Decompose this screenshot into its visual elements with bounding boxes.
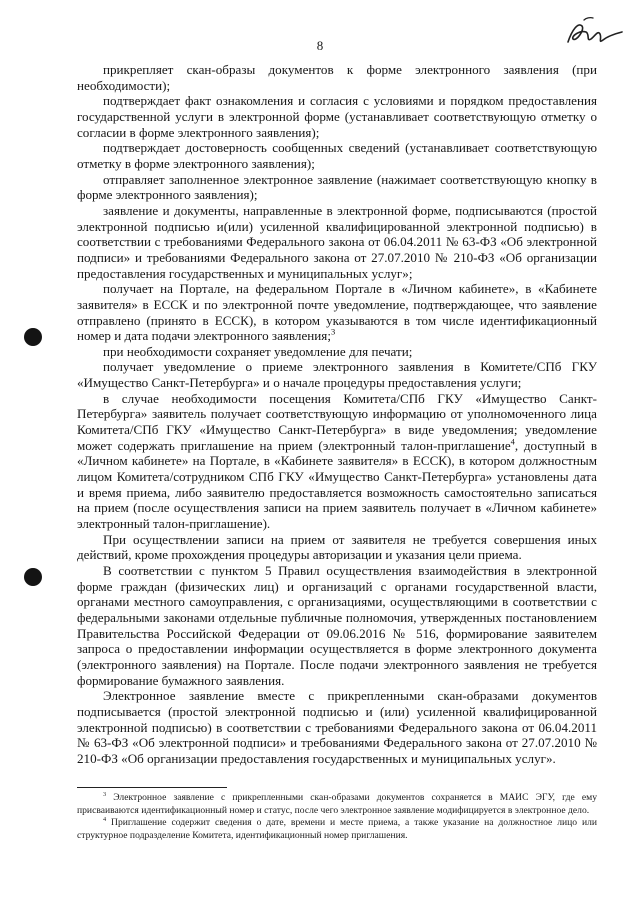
paragraph: получает уведомление о приеме электронного заявления в Комитете/СПб ГКУ «Имущество Санкт-Петербурга» и о начале процедуры предоставления услуги; [77,359,597,391]
footnote-ref: 3 [330,326,336,337]
paragraph [77,391,597,532]
paragraph: В соответствии с пунктом 5 Правил осуществления взаимодействия в электронной форме граждан (физических лиц) и организаций с органами государственной власти, органами местного самоуправления, с организациями, осуществляющими в соответствии с федеральными законами отдельные публичные полномочия, утвержденных постановлением Правительства Российской Федерации от 09.06.2016 № 516, формирование заявителем запроса о предоставлении информации осуществляется в форме электронного документа (электронного заявления) на Портале. После подачи электронного заявления не требуется формирование бумажного заявления. [77,563,597,688]
footnote-mark: 4 [103,815,107,823]
paragraph: отправляет заполненное электронное заявление (нажимает соответствующую кнопку в форме электронного заявления); [77,171,597,203]
footnote-text: Электронное заявление с прикрепленными скан-образами документов сохраняется в МАИС ЭГУ, где ему присваиваются идентификационный номер и статус, после чего электронное заявление модифицируется в электронное дело. [77,792,597,816]
footnote [77,817,597,842]
paragraph: При осуществлении записи на прием от заявителя не требуется совершения иных действий, кроме прохождения процедуры авторизации и указания цели приема. [77,531,597,563]
punch-hole-mark [24,328,42,346]
paragraph: подтверждает достоверность сообщенных сведений (устанавливает соответствующую отметку в форме электронного заявления); [77,140,597,171]
paragraph: Электронное заявление вместе с прикрепленными скан-образами документов подписывается (простой электронной подписью и (или) усиленной квалифицированной электронной подписью) в соответствии с требованиями Федерального закона от 06.04.2011 № 63-ФЗ «Об электронной подписи» и требованиями Федерального закона от 27.07.2010 № 210-ФЗ «Об организации предоставления государственных и муниципальных услуг». [77,688,597,766]
paragraph: подтверждает факт ознакомления и согласия с условиями и порядком предоставления государственной услуги в электронной форме (устанавливает соответствующую отметку о согласии в форме электронного заявления); [77,93,597,140]
paragraph: при необходимости сохраняет уведомление для печати; [103,343,413,359]
paragraph: заявление и документы, направленные в электронной форме, подписываются (простой электронной подписью и(или) усиленной квалифицированной электронной подписью) в соответствии с требованиями Федерального закона от 06.04.2011 № 63-ФЗ «Об электронной подписи» и требованиями Федерального закона от 27.07.2010 № 210-ФЗ «Об организации предоставления государственных и муниципальных услуг»; [77,202,597,281]
paragraph-text: в случае необходимости посещения Комитета/СПб ГКУ «Имущество Санкт-Петербурга» заявитель получает соответствующую информацию от уполномоченного лица Комитета/СПб ГКУ «Имущество Санкт-Петербурга» в виде уведомления; уведомление может содержать приглашение на прием (электронный талон-приглашение [77,390,597,453]
punch-hole-mark [24,568,42,586]
page-number: 8 [316,38,324,53]
document-body [77,62,597,767]
footnote [77,792,597,817]
footnote-mark: 3 [103,790,107,798]
footnote-divider [77,787,227,788]
paragraph [77,281,597,344]
handwritten-signature [562,12,632,52]
footnotes [77,792,597,842]
footnote-ref: 4 [510,436,515,447]
footnote-text: Приглашение содержит сведения о дате, времени и месте приема, а также указание на должностное лицо или структурное подразделение Комитета, идентификационный номер приглашения. [77,817,598,841]
paragraph-text: получает на Портале, на федеральном Портале в «Личном кабинете», в «Кабинете заявителя» в ЕССК и по электронной почте уведомление, подтверждающее, что заявление отправлено (принято в ЕССК), в котором указываются в том числе идентификационный номер и дата подачи электронного заявления; [77,281,597,344]
paragraph-text: , доступный в «Личном кабинете» на Портале, в «Кабинете заявителя» в ЕССК), в котором должностным лицом Комитета/сотрудником СПб ГКУ «Имущество Санкт-Петербурга» установлены дата и время приема, либо заявителю предоставляется возможность самостоятельно записаться на прием (после осуществления записи на прием заявитель получает в «Личном кабинете» электронный талон-приглашение). [77,437,597,532]
paragraph: прикрепляет скан-образы документов к форме электронного заявления (при необходимости); [77,62,597,93]
